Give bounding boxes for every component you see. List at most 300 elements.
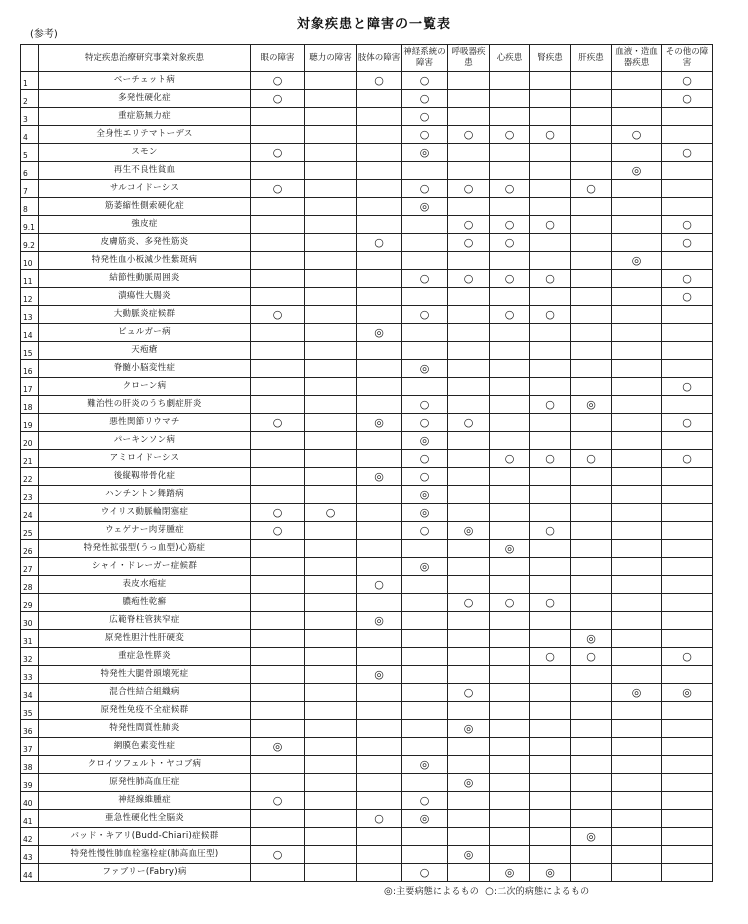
table-row <box>21 360 713 378</box>
mark-cell <box>612 90 662 108</box>
header-col: 肝疾患 <box>571 45 612 72</box>
row-number: 9.1 <box>21 216 39 234</box>
mark-cell <box>490 576 530 594</box>
mark-cell <box>305 648 357 666</box>
mark-cell <box>305 234 357 252</box>
mark-cell <box>357 540 402 558</box>
table-row <box>21 540 713 558</box>
mark-cell <box>305 558 357 576</box>
mark-cell <box>448 792 490 810</box>
table-row <box>21 486 713 504</box>
mark-cell: ○ <box>530 450 571 468</box>
mark-cell <box>357 648 402 666</box>
mark-cell <box>305 72 357 90</box>
mark-cell <box>402 648 448 666</box>
mark-cell: ○ <box>662 450 713 468</box>
disease-name: 結節性動脈周囲炎 <box>39 270 251 288</box>
mark-cell <box>357 180 402 198</box>
mark-cell <box>402 576 448 594</box>
mark-cell <box>490 486 530 504</box>
mark-cell: ◎ <box>402 360 448 378</box>
mark-cell <box>448 486 490 504</box>
table-row <box>21 630 713 648</box>
header-col: その他の障害 <box>662 45 713 72</box>
mark-cell: ○ <box>251 306 305 324</box>
header-col: 腎疾患 <box>530 45 571 72</box>
row-number: 42 <box>21 828 39 846</box>
mark-cell <box>662 756 713 774</box>
mark-cell <box>490 90 530 108</box>
mark-cell <box>357 270 402 288</box>
disease-name: 筋萎縮性側索硬化症 <box>39 198 251 216</box>
row-number: 15 <box>21 342 39 360</box>
mark-cell: ○ <box>357 810 402 828</box>
mark-cell <box>448 72 490 90</box>
mark-cell <box>448 738 490 756</box>
mark-cell <box>662 504 713 522</box>
row-number: 38 <box>21 756 39 774</box>
mark-cell <box>357 360 402 378</box>
row-number: 26 <box>21 540 39 558</box>
mark-cell <box>305 792 357 810</box>
header-col: 心疾患 <box>490 45 530 72</box>
mark-cell <box>530 792 571 810</box>
row-number: 7 <box>21 180 39 198</box>
mark-cell <box>662 108 713 126</box>
mark-cell: ○ <box>251 792 305 810</box>
mark-cell: ◎ <box>571 630 612 648</box>
mark-cell <box>357 306 402 324</box>
mark-cell <box>251 576 305 594</box>
row-number: 5 <box>21 144 39 162</box>
mark-cell: ○ <box>571 450 612 468</box>
mark-cell <box>662 360 713 378</box>
row-number: 18 <box>21 396 39 414</box>
mark-cell <box>490 108 530 126</box>
mark-cell: ◎ <box>662 684 713 702</box>
table-row <box>21 234 713 252</box>
mark-cell <box>357 630 402 648</box>
mark-cell <box>490 630 530 648</box>
disease-name: ウイリス動脈輪閉塞症 <box>39 504 251 522</box>
mark-cell <box>571 792 612 810</box>
mark-cell <box>530 288 571 306</box>
mark-cell: ○ <box>662 414 713 432</box>
mark-cell: ○ <box>402 180 448 198</box>
disease-name: 悪性関節リウマチ <box>39 414 251 432</box>
mark-cell <box>448 432 490 450</box>
row-number: 28 <box>21 576 39 594</box>
mark-cell: ○ <box>448 234 490 252</box>
mark-cell <box>490 756 530 774</box>
mark-cell <box>305 594 357 612</box>
mark-cell <box>490 432 530 450</box>
mark-cell <box>530 144 571 162</box>
row-number: 29 <box>21 594 39 612</box>
mark-cell <box>571 594 612 612</box>
disease-name: ベーチェット病 <box>39 72 251 90</box>
mark-cell <box>571 198 612 216</box>
mark-cell <box>251 594 305 612</box>
mark-cell <box>612 558 662 576</box>
mark-cell <box>490 396 530 414</box>
mark-cell: ○ <box>448 180 490 198</box>
mark-cell <box>490 666 530 684</box>
mark-cell <box>612 594 662 612</box>
mark-cell <box>305 324 357 342</box>
mark-cell <box>662 180 713 198</box>
table-row <box>21 270 713 288</box>
mark-cell <box>530 828 571 846</box>
mark-cell <box>305 378 357 396</box>
mark-cell <box>251 324 305 342</box>
mark-cell <box>571 378 612 396</box>
mark-cell: ○ <box>251 414 305 432</box>
mark-cell <box>402 774 448 792</box>
mark-cell: ○ <box>571 648 612 666</box>
mark-cell <box>612 738 662 756</box>
header-disease: 特定疾患治療研究事業対象疾患 <box>39 45 251 72</box>
table-row <box>21 414 713 432</box>
mark-cell <box>612 342 662 360</box>
mark-cell <box>530 738 571 756</box>
header-col: 神経系統の障害 <box>402 45 448 72</box>
mark-cell <box>571 216 612 234</box>
mark-cell <box>662 558 713 576</box>
mark-cell: ○ <box>402 90 448 108</box>
mark-cell <box>662 720 713 738</box>
mark-cell: ◎ <box>402 432 448 450</box>
table-row <box>21 180 713 198</box>
mark-cell <box>402 252 448 270</box>
mark-cell <box>402 378 448 396</box>
disease-name: 全身性エリテマトーデス <box>39 126 251 144</box>
mark-cell <box>571 756 612 774</box>
table-row <box>21 666 713 684</box>
mark-cell: ◎ <box>448 846 490 864</box>
mark-cell: ◎ <box>612 252 662 270</box>
mark-cell <box>490 846 530 864</box>
mark-cell <box>305 90 357 108</box>
table-row <box>21 828 713 846</box>
row-number: 33 <box>21 666 39 684</box>
mark-cell <box>571 684 612 702</box>
mark-cell <box>448 324 490 342</box>
mark-cell <box>357 684 402 702</box>
mark-cell: ◎ <box>357 324 402 342</box>
table-row <box>21 378 713 396</box>
mark-cell: ◎ <box>251 738 305 756</box>
disease-name: ハンチントン舞踏病 <box>39 486 251 504</box>
mark-cell <box>305 360 357 378</box>
mark-cell <box>571 666 612 684</box>
legend-primary-symbol: ◎ <box>384 886 393 897</box>
table-row <box>21 774 713 792</box>
mark-cell <box>357 252 402 270</box>
disease-name: 再生不良性貧血 <box>39 162 251 180</box>
mark-cell <box>490 648 530 666</box>
mark-cell <box>571 540 612 558</box>
row-number: 31 <box>21 630 39 648</box>
mark-cell <box>251 432 305 450</box>
table-row <box>21 792 713 810</box>
disease-name: 天疱瘡 <box>39 342 251 360</box>
mark-cell <box>662 594 713 612</box>
row-number: 13 <box>21 306 39 324</box>
mark-cell <box>448 756 490 774</box>
row-number: 32 <box>21 648 39 666</box>
disease-name: 大動脈炎症候群 <box>39 306 251 324</box>
mark-cell: ◎ <box>357 666 402 684</box>
mark-cell <box>448 90 490 108</box>
mark-cell <box>305 396 357 414</box>
mark-cell <box>402 666 448 684</box>
table-row <box>21 576 713 594</box>
disease-name: 特発性拡張型(うっ血型)心筋症 <box>39 540 251 558</box>
mark-cell: ○ <box>357 72 402 90</box>
mark-cell <box>402 612 448 630</box>
mark-cell <box>402 630 448 648</box>
mark-cell <box>571 612 612 630</box>
mark-cell <box>448 288 490 306</box>
mark-cell <box>612 792 662 810</box>
mark-cell <box>305 162 357 180</box>
table-row <box>21 648 713 666</box>
row-number: 41 <box>21 810 39 828</box>
mark-cell <box>251 540 305 558</box>
mark-cell <box>612 828 662 846</box>
mark-cell <box>251 684 305 702</box>
mark-cell <box>402 846 448 864</box>
mark-cell <box>612 360 662 378</box>
disease-name: 特発性間質性肺炎 <box>39 720 251 738</box>
disease-name: 特発性大腿骨頭壊死症 <box>39 666 251 684</box>
mark-cell <box>571 414 612 432</box>
mark-cell <box>530 774 571 792</box>
mark-cell: ○ <box>490 594 530 612</box>
mark-cell <box>305 612 357 630</box>
mark-cell <box>530 846 571 864</box>
row-number: 19 <box>21 414 39 432</box>
mark-cell <box>662 468 713 486</box>
mark-cell <box>490 612 530 630</box>
header-col: 血液・造血器疾患 <box>612 45 662 72</box>
disease-name: 特発性慢性肺血栓塞栓症(肺高血圧型) <box>39 846 251 864</box>
row-number: 23 <box>21 486 39 504</box>
table-row <box>21 720 713 738</box>
mark-cell: ○ <box>448 216 490 234</box>
mark-cell <box>571 738 612 756</box>
mark-cell <box>448 450 490 468</box>
mark-cell <box>662 828 713 846</box>
mark-cell <box>571 504 612 522</box>
mark-cell <box>571 468 612 486</box>
mark-cell <box>357 702 402 720</box>
mark-cell <box>662 666 713 684</box>
mark-cell <box>448 828 490 846</box>
mark-cell <box>305 630 357 648</box>
table-row <box>21 306 713 324</box>
mark-cell <box>571 522 612 540</box>
disease-name: 皮膚筋炎、多発性筋炎 <box>39 234 251 252</box>
mark-cell <box>662 774 713 792</box>
mark-cell <box>612 108 662 126</box>
mark-cell: ◎ <box>402 198 448 216</box>
disease-name: 亜急性硬化性全脳炎 <box>39 810 251 828</box>
row-number: 20 <box>21 432 39 450</box>
mark-cell <box>490 378 530 396</box>
disease-name: 潰瘍性大腸炎 <box>39 288 251 306</box>
disease-name: 原発性免疫不全症候群 <box>39 702 251 720</box>
mark-cell <box>357 774 402 792</box>
mark-cell: ○ <box>530 216 571 234</box>
mark-cell <box>612 414 662 432</box>
mark-cell: ◎ <box>490 864 530 882</box>
disease-table <box>20 44 713 882</box>
mark-cell: ◎ <box>357 612 402 630</box>
mark-cell <box>662 540 713 558</box>
row-number: 11 <box>21 270 39 288</box>
mark-cell <box>251 486 305 504</box>
mark-cell <box>571 702 612 720</box>
mark-cell <box>490 558 530 576</box>
mark-cell: ○ <box>251 144 305 162</box>
mark-cell <box>571 324 612 342</box>
mark-cell <box>251 558 305 576</box>
mark-cell <box>571 288 612 306</box>
mark-cell <box>251 360 305 378</box>
mark-cell <box>662 864 713 882</box>
table-row <box>21 702 713 720</box>
mark-cell <box>305 288 357 306</box>
mark-cell <box>530 702 571 720</box>
row-number: 8 <box>21 198 39 216</box>
mark-cell <box>662 306 713 324</box>
mark-cell <box>662 846 713 864</box>
mark-cell <box>612 72 662 90</box>
mark-cell <box>251 702 305 720</box>
mark-cell: ○ <box>662 90 713 108</box>
mark-cell <box>357 864 402 882</box>
mark-cell <box>490 720 530 738</box>
mark-cell <box>357 126 402 144</box>
mark-cell <box>490 414 530 432</box>
mark-cell: ○ <box>490 306 530 324</box>
disease-name: シャイ・ドレーガー症候群 <box>39 558 251 576</box>
mark-cell <box>251 234 305 252</box>
mark-cell: ◎ <box>612 684 662 702</box>
table-row <box>21 738 713 756</box>
mark-cell <box>357 432 402 450</box>
row-number: 17 <box>21 378 39 396</box>
mark-cell <box>530 180 571 198</box>
mark-cell <box>305 198 357 216</box>
mark-cell: ○ <box>612 126 662 144</box>
row-number: 25 <box>21 522 39 540</box>
mark-cell <box>612 180 662 198</box>
mark-cell <box>612 576 662 594</box>
mark-cell <box>402 702 448 720</box>
mark-cell <box>448 342 490 360</box>
mark-cell <box>530 252 571 270</box>
mark-cell <box>357 756 402 774</box>
mark-cell <box>612 450 662 468</box>
page-title: 対象疾患と障害の一覧表 <box>296 17 451 32</box>
mark-cell <box>571 360 612 378</box>
mark-cell <box>357 288 402 306</box>
mark-cell <box>448 162 490 180</box>
mark-cell <box>571 72 612 90</box>
mark-cell <box>662 126 713 144</box>
mark-cell <box>490 468 530 486</box>
mark-cell <box>357 342 402 360</box>
mark-cell <box>251 648 305 666</box>
mark-cell: ◎ <box>448 720 490 738</box>
mark-cell <box>612 234 662 252</box>
mark-cell <box>490 324 530 342</box>
disease-name: 原発性胆汁性肝硬変 <box>39 630 251 648</box>
row-number: 27 <box>21 558 39 576</box>
disease-name: 強皮症 <box>39 216 251 234</box>
mark-cell: ○ <box>490 180 530 198</box>
header-col: 聴力の障害 <box>305 45 357 72</box>
mark-cell <box>490 288 530 306</box>
mark-cell: ○ <box>448 594 490 612</box>
mark-cell <box>490 774 530 792</box>
mark-cell <box>251 198 305 216</box>
mark-cell <box>530 486 571 504</box>
mark-cell <box>571 90 612 108</box>
legend <box>384 884 589 897</box>
mark-cell: ○ <box>448 684 490 702</box>
mark-cell: ◎ <box>612 162 662 180</box>
mark-cell <box>530 504 571 522</box>
mark-cell <box>357 90 402 108</box>
mark-cell <box>490 738 530 756</box>
mark-cell <box>357 162 402 180</box>
mark-cell <box>357 720 402 738</box>
mark-cell <box>251 396 305 414</box>
table-row <box>21 252 713 270</box>
mark-cell <box>357 594 402 612</box>
legend-primary-text: :主要病態によるもの <box>392 887 479 897</box>
mark-cell <box>402 324 448 342</box>
mark-cell <box>530 342 571 360</box>
table-row <box>21 594 713 612</box>
mark-cell: ◎ <box>402 486 448 504</box>
mark-cell <box>305 540 357 558</box>
table-row <box>21 90 713 108</box>
mark-cell <box>530 198 571 216</box>
header-col: 呼吸器疾患 <box>448 45 490 72</box>
mark-cell <box>490 72 530 90</box>
mark-cell <box>357 738 402 756</box>
mark-cell <box>305 738 357 756</box>
mark-cell <box>612 486 662 504</box>
mark-cell <box>571 108 612 126</box>
mark-cell: ○ <box>530 126 571 144</box>
disease-name: 表皮水疱症 <box>39 576 251 594</box>
mark-cell <box>357 144 402 162</box>
disease-name: 難治性の肝炎のうち劇症肝炎 <box>39 396 251 414</box>
mark-cell <box>662 324 713 342</box>
row-number: 1 <box>21 72 39 90</box>
mark-cell <box>305 216 357 234</box>
table-row <box>21 864 713 882</box>
legend-secondary-symbol: ○ <box>485 886 495 897</box>
mark-cell: ○ <box>530 648 571 666</box>
mark-cell: ○ <box>251 522 305 540</box>
